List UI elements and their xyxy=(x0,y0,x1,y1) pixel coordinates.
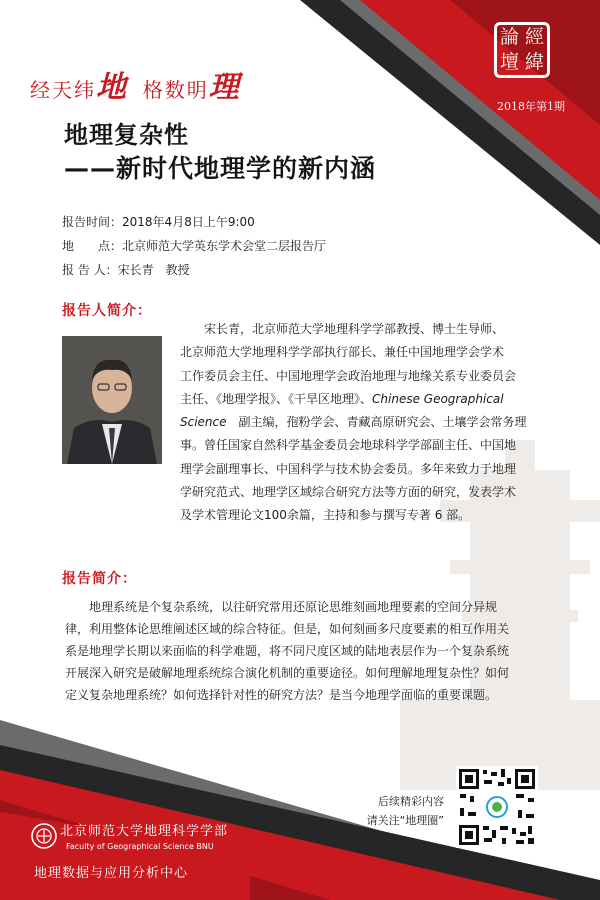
college-name-cn: 北京师范大学地理科学学部 xyxy=(60,824,229,839)
slogan-part1: 经天纬 xyxy=(30,78,96,102)
bio-line-text: 副主编，孢粉学会、青藏高原研究会、土壤学会常务理 xyxy=(238,415,527,430)
info-speaker-label: 报 告 人： xyxy=(62,263,118,277)
title-line-2: ——新时代地理学的新内涵 xyxy=(64,154,377,183)
forum-seal xyxy=(494,22,550,78)
bio-line: 北京师范大学地理科学学部执行部长、兼任中国地理学会学术 xyxy=(180,345,505,360)
info-time-value: 2018年4月8日上午9:00 xyxy=(122,215,255,229)
bio-line: 工作委员会主任、中国地理学会政治地理与地缘关系专业委员会 xyxy=(180,368,517,383)
abstract-line: 系是地理学长期以来面临的科学难题，将不同尺度区域的陆地表层作为一个复杂系统 xyxy=(65,644,510,658)
bio-line: 事。曾任国家自然科学基金委员会地球科学学部副主任、中国地 xyxy=(180,438,517,453)
bnu-logo-icon xyxy=(30,822,58,850)
info-place-label: 地 点： xyxy=(62,239,123,253)
slogan-part2-big: 理 xyxy=(208,70,239,105)
info-time xyxy=(62,213,255,230)
abstract-line: 律，利用整体论思维阐述区域的综合特征。但是，如何刻画多尺度要素的相互作用关 xyxy=(65,622,510,636)
report-section-heading: 报告简介： xyxy=(62,571,137,587)
seal-char: 壇 xyxy=(499,51,519,73)
report-abstract xyxy=(65,596,543,706)
title-line-1: 地理复杂性 xyxy=(64,121,189,149)
bio-line xyxy=(180,411,538,434)
issue-number: 2018年第1期 xyxy=(497,100,565,113)
slogan-part1-big: 地 xyxy=(96,70,126,105)
info-time-label: 报告时间： xyxy=(62,215,123,229)
info-place-value: 北京师范大学英东学术会堂二层报告厅 xyxy=(122,239,327,253)
abstract-line: 地理系统是个复杂系统，以往研究常用还原论思维刻画地理要素的空间分异规 xyxy=(89,600,498,614)
seal-char: 經 xyxy=(524,26,544,48)
bio-line: 学研究范式、地理学区域综合研究方法等方面的研究，发表学术 xyxy=(180,485,517,500)
info-speaker xyxy=(62,261,190,278)
seal-char: 緯 xyxy=(524,51,544,73)
info-speaker-value: 宋长青 教授 xyxy=(117,263,190,277)
bio-line: 理学会副理事长、中国科学与技术协会委员。多年来致力于地理 xyxy=(180,461,517,476)
journal-name: Chinese Geographical xyxy=(372,391,504,406)
abstract-line: 开展深入研究是破解地理系统综合演化机制的重要途径。如何理解地理复杂性？如何 xyxy=(65,666,510,680)
college-name-en: Faculty of Geographical Science BNU xyxy=(66,842,214,851)
bio-line: 宋长青，北京师范大学地理科学学部教授、博士生导师、 xyxy=(204,322,505,336)
follow-line-2: 请关注“地理圈” xyxy=(366,814,444,827)
bio-line: 及学术管理论文100余篇，主持和参与撰写专著 6 部。 xyxy=(180,508,471,523)
speaker-bio xyxy=(180,318,538,528)
slogan xyxy=(30,62,239,106)
info-place xyxy=(62,237,326,254)
bio-line xyxy=(180,388,538,411)
speaker-section-heading: 报告人简介： xyxy=(62,303,152,319)
follow-line-1: 后续精彩内容 xyxy=(378,795,444,808)
speaker-photo xyxy=(62,336,162,464)
bio-line-text: 主任、《地理学报》、《干旱区地理》、 xyxy=(180,391,373,406)
seal-char: 論 xyxy=(499,26,519,48)
follow-note xyxy=(352,792,444,830)
journal-name: Science xyxy=(180,415,227,430)
abstract-line: 定义复杂地理系统？如何选择针对性的研究方法？是当今地理学面临的重要课题。 xyxy=(65,688,498,702)
center-name: 地理数据与应用分析中心 xyxy=(34,866,189,881)
qr-code[interactable] xyxy=(456,766,538,848)
slogan-part2: 格数明 xyxy=(142,78,209,102)
